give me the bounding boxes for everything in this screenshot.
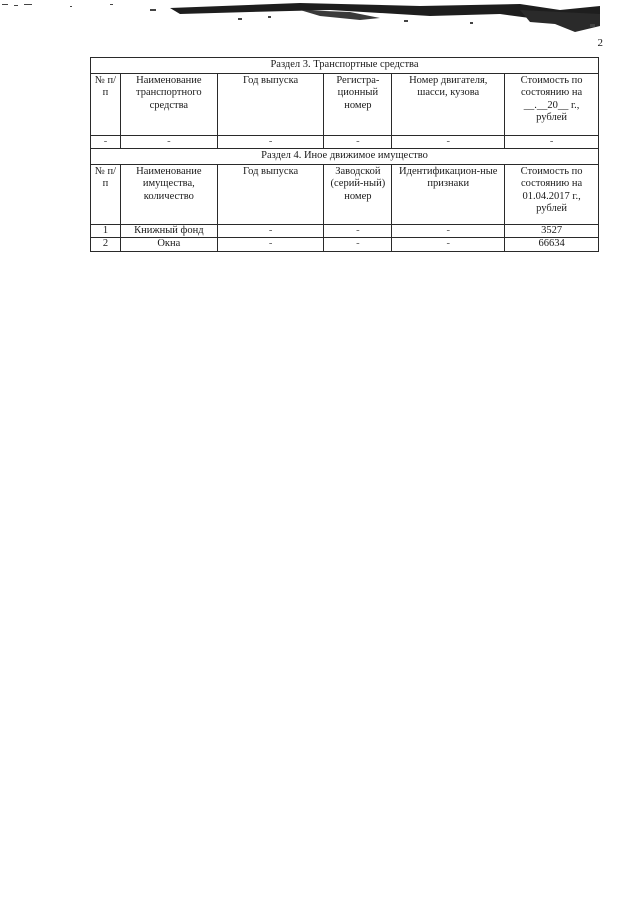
s4-col-year-header: Год выпуска: [217, 164, 324, 224]
s4-row-serial: -: [324, 238, 392, 252]
s4-row-number: 1: [91, 224, 121, 238]
s4-row-ident: -: [392, 238, 505, 252]
section3-title: Раздел 3. Транспортные средства: [91, 58, 599, 74]
s4-row-name: Книжный фонд: [120, 224, 217, 238]
s4-row-name: Окна: [120, 238, 217, 252]
section4-row: [91, 238, 599, 252]
section4-title-row: [91, 149, 599, 165]
s4-row-value: 66634: [505, 238, 599, 252]
property-table: [90, 57, 599, 252]
section3-row: [91, 135, 599, 149]
s3-cell: -: [120, 135, 217, 149]
section3-header-row: [91, 73, 599, 135]
s3-cell: -: [324, 135, 392, 149]
s4-row-ident: -: [392, 224, 505, 238]
s3-col-reg-number-header: Регистра-ционный номер: [324, 73, 392, 135]
s4-col-number-header: № п/п: [91, 164, 121, 224]
section4-header-row: [91, 164, 599, 224]
s3-col-name-header: Наименование транспортного средства: [120, 73, 217, 135]
s4-col-name-header: Наименование имущества, количество: [120, 164, 217, 224]
s3-col-year-header: Год выпуска: [217, 73, 324, 135]
section4-title: Раздел 4. Иное движимое имущество: [91, 149, 599, 165]
s3-col-number-header: № п/п: [91, 73, 121, 135]
scan-artifact: [0, 0, 640, 40]
section4-row: [91, 224, 599, 238]
s4-col-serial-header: Заводской (серий-ный) номер: [324, 164, 392, 224]
s4-row-serial: -: [324, 224, 392, 238]
section3-title-row: [91, 58, 599, 74]
s4-col-ident-header: Идентификацион-ные признаки: [392, 164, 505, 224]
s4-row-value: 3527: [505, 224, 599, 238]
s4-row-year: -: [217, 238, 324, 252]
s4-row-number: 2: [91, 238, 121, 252]
s3-cell: -: [91, 135, 121, 149]
s3-cell: -: [217, 135, 324, 149]
s3-col-value-header: Стоимость по состоянию на __.__20__ г., рублей: [505, 73, 599, 135]
s4-col-value-header: Стоимость по состоянию на 01.04.2017 г., рублей: [505, 164, 599, 224]
s3-cell: -: [392, 135, 505, 149]
s3-cell: -: [505, 135, 599, 149]
s4-row-year: -: [217, 224, 324, 238]
page-number: 2: [597, 37, 603, 49]
s3-col-engine-header: Номер двигателя, шасси, кузова: [392, 73, 505, 135]
